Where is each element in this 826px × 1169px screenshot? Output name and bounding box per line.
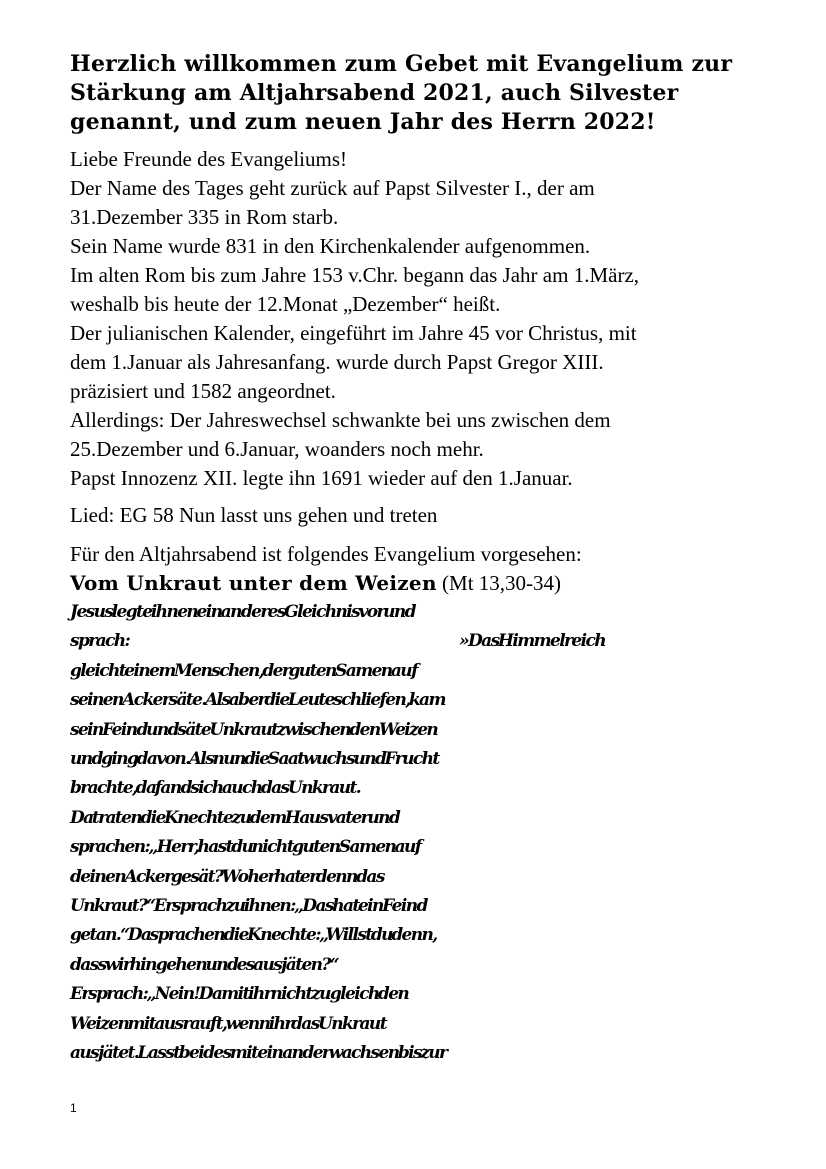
gospel-line: seinen Acker säte. Als aber die Leute schliefen, kam (70, 690, 445, 711)
intro-line: dem 1.Januar als Jahresanfang. wurde durch Papst Gregor XIII. (70, 350, 604, 374)
intro-line: Der Name des Tages geht zurück auf Papst Silvester I., der am (70, 176, 595, 200)
intro-paragraph (70, 145, 760, 493)
gospel-reference: (Mt 13,30-34) (442, 571, 562, 595)
gospel-title-line (70, 569, 760, 598)
gospel-line: brachte, da fand sich auch das Unkraut. (70, 778, 361, 799)
gospel-line: Weizen mit ausrauft, wenn ihr das Unkraut (70, 1013, 386, 1034)
gospel-line-left: sprach: (70, 631, 130, 652)
gospel-line: deinen Acker gesät? Woher hat er denn das (70, 866, 384, 887)
gospel-line (70, 627, 605, 656)
intro-line: 31.Dezember 335 in Rom starb. (70, 205, 339, 229)
gospel-line: dass wir hingehen und es ausjäten?“ (70, 954, 338, 975)
intro-line: Allerdings: Der Jahreswechsel schwankte bei uns zwischen dem (70, 408, 611, 432)
heading-line: genannt, und zum neuen Jahr des Herrn 2022! (70, 109, 656, 135)
gospel-line-right: »Das Himmelreich (459, 631, 605, 652)
gospel-line: Da traten die Knechte zu dem Hausvater und (70, 807, 400, 828)
intro-line: 25.Dezember und 6.Januar, woanders noch mehr. (70, 437, 484, 461)
gospel-line: ausjätet. Lasst beides miteinander wachsen bis zur (70, 1043, 447, 1064)
gospel-title: Vom Unkraut unter dem Weizen (70, 571, 437, 595)
intro-line: präzisiert und 1582 angeordnet. (70, 379, 336, 403)
gospel-line: Unkraut?“ Er sprach zu ihnen: „Das hat ein Feind (70, 896, 427, 917)
intro-line: Der julianischen Kalender, eingeführt im Jahre 45 vor Christus, mit (70, 321, 637, 345)
lied-line: Lied: EG 58 Nun lasst uns gehen und treten (70, 503, 438, 527)
gospel-line: Er sprach: „Nein! Damit ihr nicht zugleich den (70, 984, 409, 1005)
document-heading (70, 50, 760, 137)
intro-line: Liebe Freunde des Evangeliums! (70, 147, 347, 171)
document-page (70, 50, 760, 1069)
gospel-line: gleicht einem Menschen, der guten Samen auf (70, 660, 417, 681)
gospel-line: sprachen: „Herr, hast du nicht guten Samen auf (70, 837, 421, 858)
gospel-text (70, 598, 630, 1069)
gospel-line: getan.“ Da sprachen die Knechte: „Willst du denn, (70, 925, 437, 946)
heading-line: Stärkung am Altjahrsabend 2021, auch Silvester (70, 80, 679, 106)
intro-line: Papst Innozenz XII. legte ihn 1691 wieder auf den 1.Januar. (70, 466, 573, 490)
intro-line: Sein Name wurde 831 in den Kirchenkalender aufgenommen. (70, 234, 591, 258)
gospel-intro: Für den Altjahrsabend ist folgendes Evangelium vorgesehen: (70, 542, 582, 566)
intro-line: Im alten Rom bis zum Jahre 153 v.Chr. begann das Jahr am 1.März, (70, 263, 640, 287)
page-number: 1 (70, 1101, 77, 1115)
heading-line: Herzlich willkommen zum Gebet mit Evangelium zur (70, 51, 733, 77)
gospel-line: sein Feind und säte Unkraut zwischen den Weizen (70, 719, 438, 740)
gospel-line: Jesus legte ihnen ein anderes Gleichnis vor und (70, 602, 415, 622)
gospel-line: und ging davon. Als nun die Saat wuchs und Frucht (70, 749, 439, 770)
intro-line: weshalb bis heute der 12.Monat „Dezember“ heißt. (70, 292, 501, 316)
